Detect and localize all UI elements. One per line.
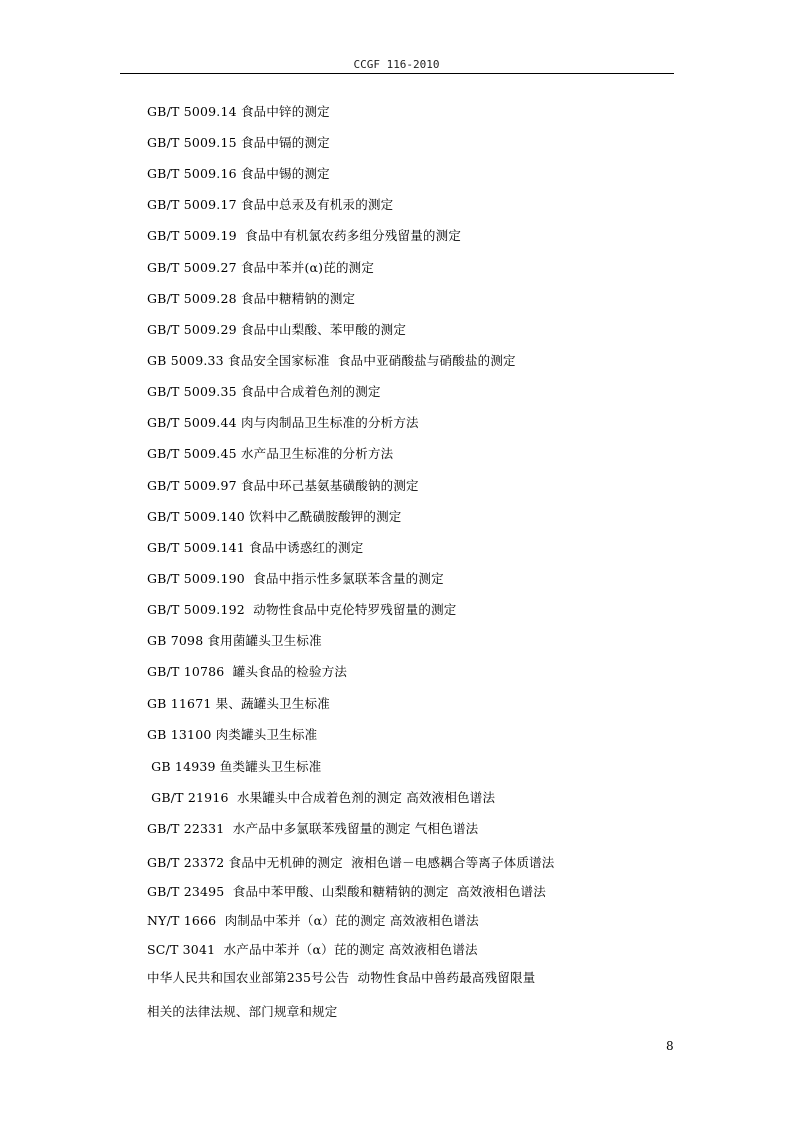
reference-item: GB/T 5009.16 食品中锡的测定 [147, 166, 330, 181]
reference-item: GB/T 5009.44 肉与肉制品卫生标准的分析方法 [147, 415, 419, 430]
reference-item: GB/T 5009.45 水产品卫生标准的分析方法 [147, 446, 394, 461]
reference-item: GB/T 5009.190 食品中指示性多氯联苯含量的测定 [147, 571, 444, 586]
reference-item: GB/T 5009.27 食品中苯并(α)芘的测定 [147, 260, 375, 275]
reference-item: GB/T 5009.17 食品中总汞及有机汞的测定 [147, 197, 394, 212]
reference-item: GB 13100 肉类罐头卫生标准 [147, 727, 318, 742]
header-rule [120, 73, 674, 74]
page-number: 8 [666, 1039, 674, 1053]
reference-item: GB/T 5009.192 动物性食品中克伦特罗残留量的测定 [147, 602, 457, 617]
reference-item: GB/T 5009.140 饮料中乙酰磺胺酸钾的测定 [147, 509, 402, 524]
reference-item: 相关的法律法规、部门规章和规定 [147, 1004, 338, 1019]
reference-item: GB/T 21916 水果罐头中合成着色剂的测定 高效液相色谱法 [147, 790, 496, 805]
reference-item: GB/T 5009.141 食品中诱惑红的测定 [147, 540, 364, 555]
reference-item: GB 14939 鱼类罐头卫生标准 [147, 759, 322, 774]
reference-item: GB/T 5009.97 食品中环己基氨基磺酸钠的测定 [147, 478, 419, 493]
reference-item: GB/T 5009.28 食品中糖精钠的测定 [147, 291, 356, 306]
reference-item: NY/T 1666 肉制品中苯并（α）芘的测定 高效液相色谱法 [147, 913, 479, 928]
reference-item: SC/T 3041 水产品中苯并（α）芘的测定 高效液相色谱法 [147, 942, 478, 957]
reference-item: GB/T 5009.35 食品中合成着色剂的测定 [147, 384, 381, 399]
reference-item: 中华人民共和国农业部第235号公告 动物性食品中兽药最高残留限量 [147, 970, 536, 985]
reference-item: GB/T 23495 食品中苯甲酸、山梨酸和糖精钠的测定 高效液相色谱法 [147, 884, 546, 899]
reference-item: GB/T 5009.19 食品中有机氯农药多组分残留量的测定 [147, 228, 462, 243]
reference-item: GB 7098 食用菌罐头卫生标准 [147, 633, 322, 648]
reference-item: GB/T 23372 食品中无机砷的测定 液相色谱－电感耦合等离子体质谱法 [147, 855, 555, 870]
reference-item: GB/T 5009.29 食品中山梨酸、苯甲酸的测定 [147, 322, 407, 337]
reference-item: GB/T 22331 水产品中多氯联苯残留量的测定 气相色谱法 [147, 821, 479, 836]
reference-item: GB/T 5009.15 食品中镉的测定 [147, 135, 330, 150]
reference-item: GB 11671 果、蔬罐头卫生标准 [147, 696, 330, 711]
reference-item: GB/T 5009.14 食品中锌的测定 [147, 104, 330, 119]
reference-item: GB 5009.33 食品安全国家标准 食品中亚硝酸盐与硝酸盐的测定 [147, 353, 516, 368]
reference-item: GB/T 10786 罐头食品的检验方法 [147, 664, 348, 679]
page-header: CCGF 116-2010 [353, 58, 440, 71]
